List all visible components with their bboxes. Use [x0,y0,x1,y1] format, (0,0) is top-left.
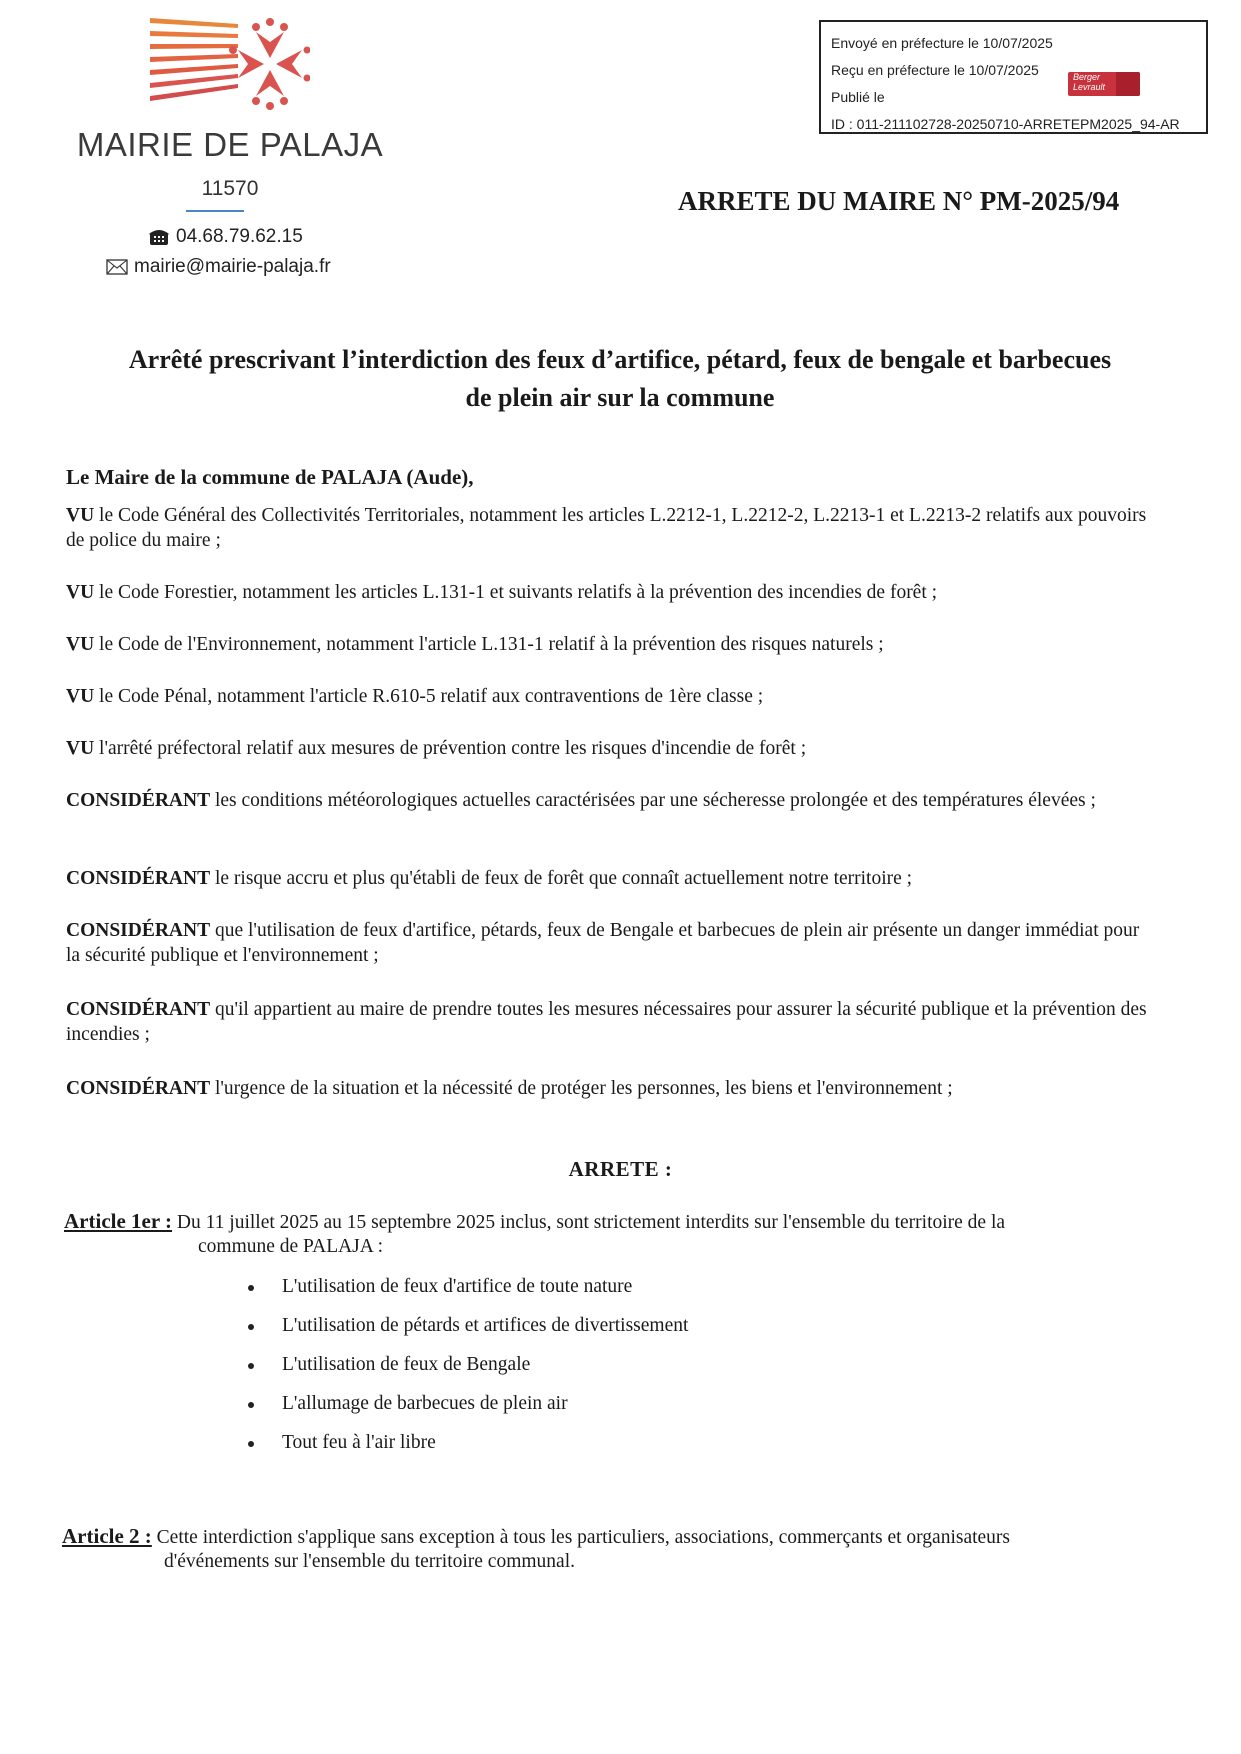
considerant-paragraph [66,918,1156,968]
considerant-lead: CONSIDÉRANT [66,868,211,889]
considerant-lead: CONSIDÉRANT [66,1078,211,1099]
article-1-text: Du 11 juillet 2025 au 15 septembre 2025 inclus, sont strictement interdits sur l'ensemble du territoire de la [172,1212,1006,1233]
visa-lead: VU [66,738,95,759]
article-1-label: Article 1er : [64,1209,173,1233]
visa-text: le Code de l'Environnement, notamment l'article L.131-1 relatif à la prévention des risques naturels ; [94,634,884,655]
telephone-icon [148,228,170,246]
considerant-lead: CONSIDÉRANT [66,920,211,941]
mairie-logo [150,14,310,124]
article-1-text-continued: commune de PALAJA : [198,1236,384,1257]
bullet-icon [248,1363,254,1369]
considerant-paragraph [66,1076,1156,1101]
visa-lead: VU [66,634,95,655]
subject-title [60,341,1180,417]
article-2-label: Article 2 : [62,1524,152,1548]
considerant-lead: CONSIDÉRANT [66,999,211,1020]
envelope-icon [106,259,128,275]
considerant-paragraph [66,866,1156,891]
list-item: L'utilisation de pétards et artifices de divertissement [248,1315,688,1337]
bullet-icon [248,1324,254,1330]
list-item: L'utilisation de feux de Bengale [248,1354,530,1376]
considerant-text: l'urgence de la situation et la nécessité de protéger les personnes, les biens et l'environnement ; [210,1078,953,1099]
visa-text: l'arrêté préfectoral relatif aux mesures de prévention contre les risques d'incendie de forêt ; [94,738,807,759]
article-1 [64,1208,1159,1236]
considerant-text: les conditions météorologiques actuelles caractérisées par une sécheresse prolongée et des températures élevées ; [210,790,1096,811]
list-item: Tout feu à l'air libre [248,1432,436,1454]
mairie-name: MAIRIE DE PALAJA [76,126,384,163]
considerant-text: que l'utilisation de feux d'artifice, pétards, feux de Bengale et barbecues de plein air présente un danger immédiat pour la sécurité publique et l'environnement ; [66,920,1140,966]
berger-levrault-logo: Berger Levrault [1068,72,1140,96]
visa-paragraph [66,736,1156,761]
arrete-heading: ARRETE : [568,1157,673,1181]
visa-text: le Code Forestier, notamment les articles L.131-1 et suivants relatifs à la prévention des incendies de forêt ; [94,582,938,603]
stamp-id: ID : 011-211102728-20250710-ARRETEPM2025_94-AR [831,116,1180,132]
email-line [106,256,331,278]
decree-number: ARRETE DU MAIRE N° PM-2025/94 [678,186,1120,216]
logo-stripes [150,18,238,101]
stamp-sent: Envoyé en préfecture le 10/07/2025 [831,35,1053,51]
email-address[interactable]: mairie@mairie-palaja.fr [134,256,331,277]
stamp-published: Publié le [831,89,885,105]
visa-paragraph [66,580,1156,605]
subject-title-line-2: de plein air sur la commune [465,383,775,412]
phone-line [148,226,303,248]
stamp-received: Reçu en préfecture le 10/07/2025 [831,62,1039,78]
visa-paragraph [66,684,1156,709]
prefecture-stamp [819,20,1208,134]
article-2-text-continued: d'événements sur l'ensemble du territoire communal. [164,1551,575,1572]
postcode-divider [186,210,244,212]
bullet-icon [248,1285,254,1291]
phone-number: 04.68.79.62.15 [176,226,303,247]
visa-text: le Code Pénal, notamment l'article R.610-5 relatif aux contraventions de 1ère classe ; [94,686,764,707]
visa-text: le Code Général des Collectivités Territoriales, notamment les articles L.2212-1, L.2212-2, L.2213-1 et L.2213-2 relatifs aux pouvoirs de police du maire ; [66,505,1147,551]
considerant-text: qu'il appartient au maire de prendre toutes les mesures nécessaires pour assurer la sécurité publique et la prévention des incendies ; [66,999,1147,1045]
article-2-text: Cette interdiction s'applique sans exception à tous les particuliers, associations, commerçants et organisateurs [151,1527,1011,1548]
list-item: L'allumage de barbecues de plein air [248,1393,568,1415]
subject-title-line-1: Arrêté prescrivant l’interdiction des feux d’artifice, pétard, feux de bengale et barbecues [128,345,1112,374]
visa-paragraph [66,503,1156,553]
postcode: 11570 [201,177,259,200]
visa-paragraph [66,632,1156,657]
considerant-paragraph [66,997,1156,1047]
bullet-icon [248,1441,254,1447]
visa-lead: VU [66,582,95,603]
visa-lead: VU [66,505,95,526]
visa-lead: VU [66,686,95,707]
mayor-line: Le Maire de la commune de PALAJA (Aude), [66,465,474,489]
bullet-icon [248,1402,254,1408]
considerant-lead: CONSIDÉRANT [66,790,211,811]
list-item: L'utilisation de feux d'artifice de toute nature [248,1276,632,1298]
logo-cross [229,18,310,110]
article-2 [62,1523,1162,1551]
considerant-paragraph [66,788,1156,813]
considerant-text: le risque accru et plus qu'établi de feux de forêt que connaît actuellement notre territoire ; [210,868,913,889]
